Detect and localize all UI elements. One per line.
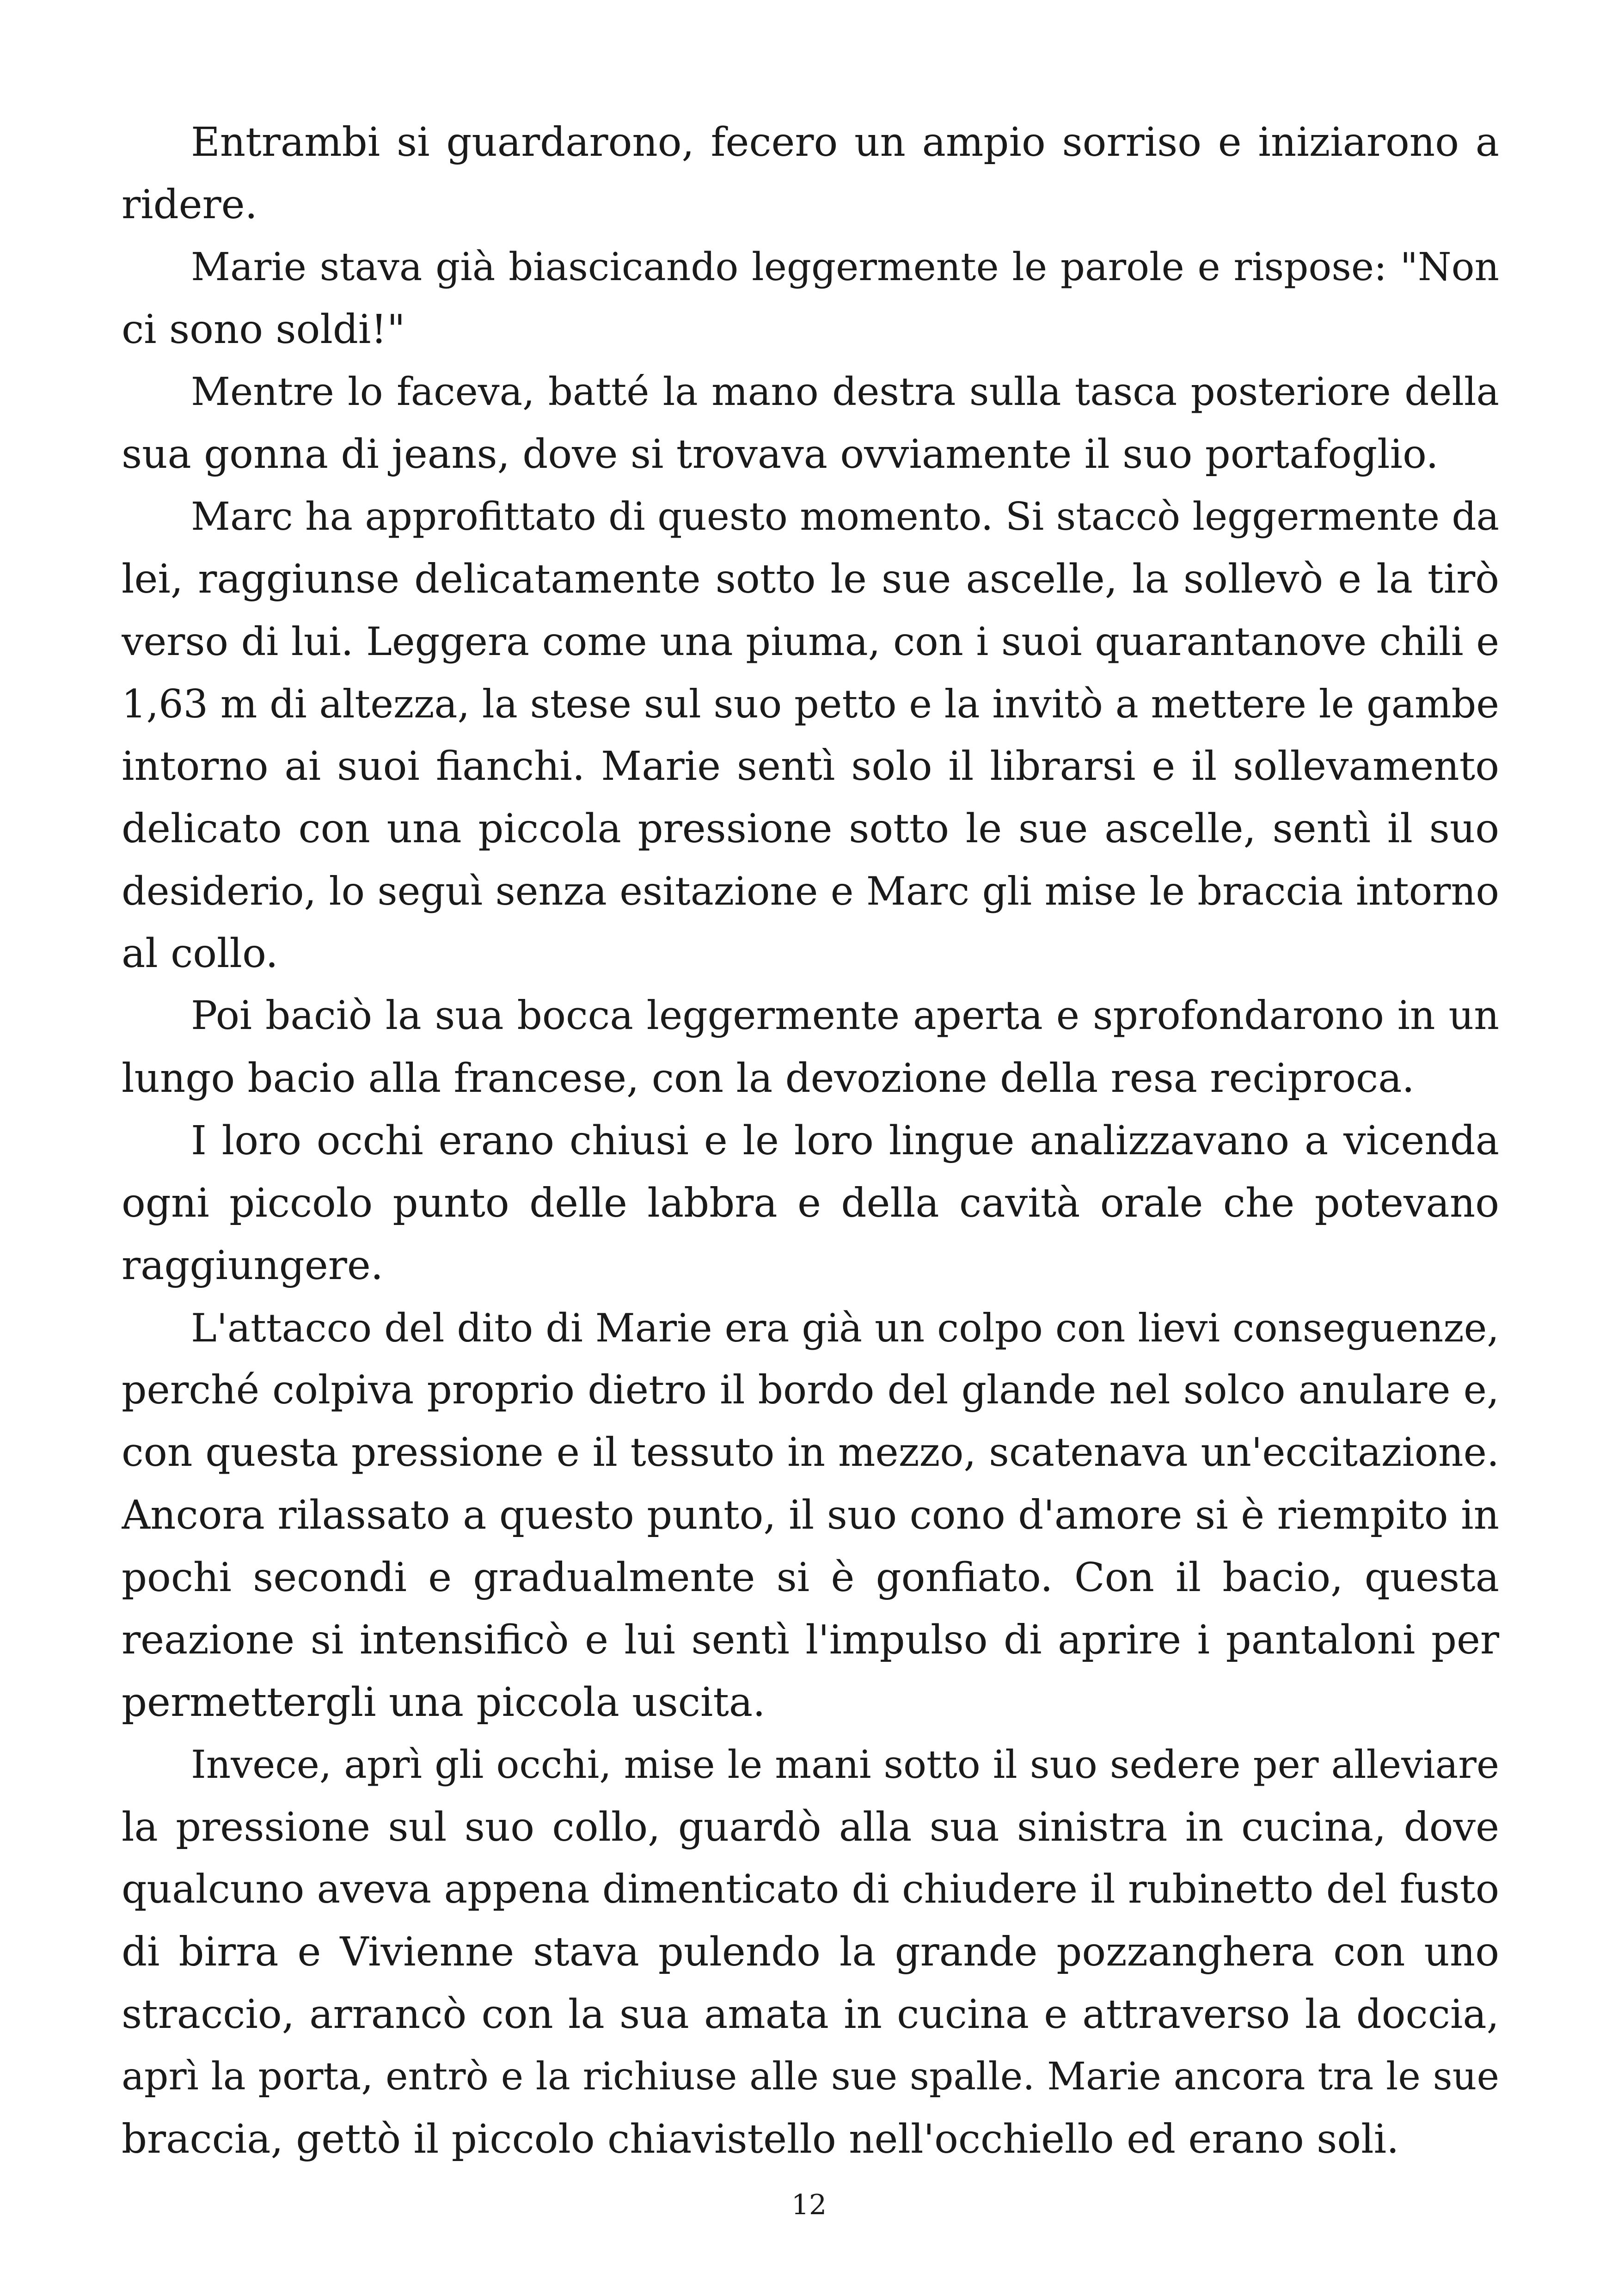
text-line: delicato con una piccola pressione sotto le sue ascelle, sentì il suo	[122, 806, 1499, 852]
text-line: la pressione sul suo collo, guardò alla sua sinistra in cucina, dove	[122, 1804, 1499, 1850]
text-line: perché colpiva proprio dietro il bordo del glande nel solco anulare e,	[122, 1367, 1499, 1413]
text-line: Marie stava già biascicando leggermente le parole e rispose: "Non	[191, 245, 1499, 289]
text-line: permettergli una piccola uscita.	[122, 1679, 766, 1726]
text-line: Invece, aprì gli occhi, mise le mani sotto il suo sedere per alleviare	[191, 1742, 1499, 1787]
text-line: lungo bacio alla francese, con la devozione della resa reciproca.	[122, 1055, 1415, 1102]
text-line: Marc ha approfittato di questo momento. Si staccò leggermente da	[191, 494, 1499, 539]
text-line: 1,63 m di altezza, la stese sul suo petto e la invitò a mettere le gambe	[122, 681, 1499, 727]
text-line: braccia, gettò il piccolo chiavistello nell'occhiello ed erano soli.	[122, 2116, 1399, 2162]
text-line: desiderio, lo seguì senza esitazione e Marc gli mise le braccia intorno	[122, 869, 1499, 914]
text-line: di birra e Vivienne stava pulendo la grande pozzanghera con uno	[122, 1929, 1499, 1975]
text-line: Ancora rilassato a questo punto, il suo cono d'amore si è riempito in	[122, 1492, 1499, 1538]
text-line: aprì la porta, entrò e la richiuse alle sue spalle. Marie ancora tra le sue	[122, 2055, 1499, 2099]
text-line: L'attacco del dito di Marie era già un colpo con lievi conseguenze,	[191, 1305, 1499, 1351]
text-line: Entrambi si guardarono, fecero un ampio sorriso e iniziarono a	[191, 119, 1499, 165]
text-line: ogni piccolo punto delle labbra e della cavità orale che potevano	[122, 1180, 1499, 1226]
text-line: intorno ai suoi fianchi. Marie sentì solo il librarsi e il sollevamento	[122, 743, 1499, 790]
text-line: con questa pressione e il tessuto in mezzo, scatenava un'eccitazione.	[122, 1430, 1499, 1476]
text-line: Mentre lo faceva, batté la mano destra sulla tasca posteriore della	[191, 369, 1499, 414]
text-line: ci sono soldi!"	[122, 306, 405, 353]
text-line: pochi secondi e gradualmente si è gonfiato. Con il bacio, questa	[122, 1555, 1499, 1601]
text-line: straccio, arrancò con la sua amata in cucina e attraverso la doccia,	[122, 1991, 1499, 2038]
text-line: raggiungere.	[122, 1243, 384, 1289]
text-line: al collo.	[122, 931, 278, 977]
text-line: verso di lui. Leggera come una piuma, con i suoi quarantanove chili e	[122, 619, 1499, 664]
page-number: 12	[791, 2189, 827, 2221]
text-line: lei, raggiunse delicatamente sotto le sue ascelle, la sollevò e la tirò	[122, 556, 1499, 602]
text-line: ridere.	[122, 182, 257, 228]
text-line: I loro occhi erano chiusi e le loro lingue analizzavano a vicenda	[191, 1118, 1499, 1164]
text-line: qualcuno aveva appena dimenticato di chiudere il rubinetto del fusto	[122, 1867, 1499, 1912]
text-line: sua gonna di jeans, dove si trovava ovviamente il suo portafoglio.	[122, 431, 1439, 478]
text-line: reazione si intensificò e lui sentì l'impulso di aprire i pantaloni per	[122, 1617, 1499, 1663]
text-line: Poi baciò la sua bocca leggermente aperta e sprofondarono in un	[191, 993, 1499, 1039]
